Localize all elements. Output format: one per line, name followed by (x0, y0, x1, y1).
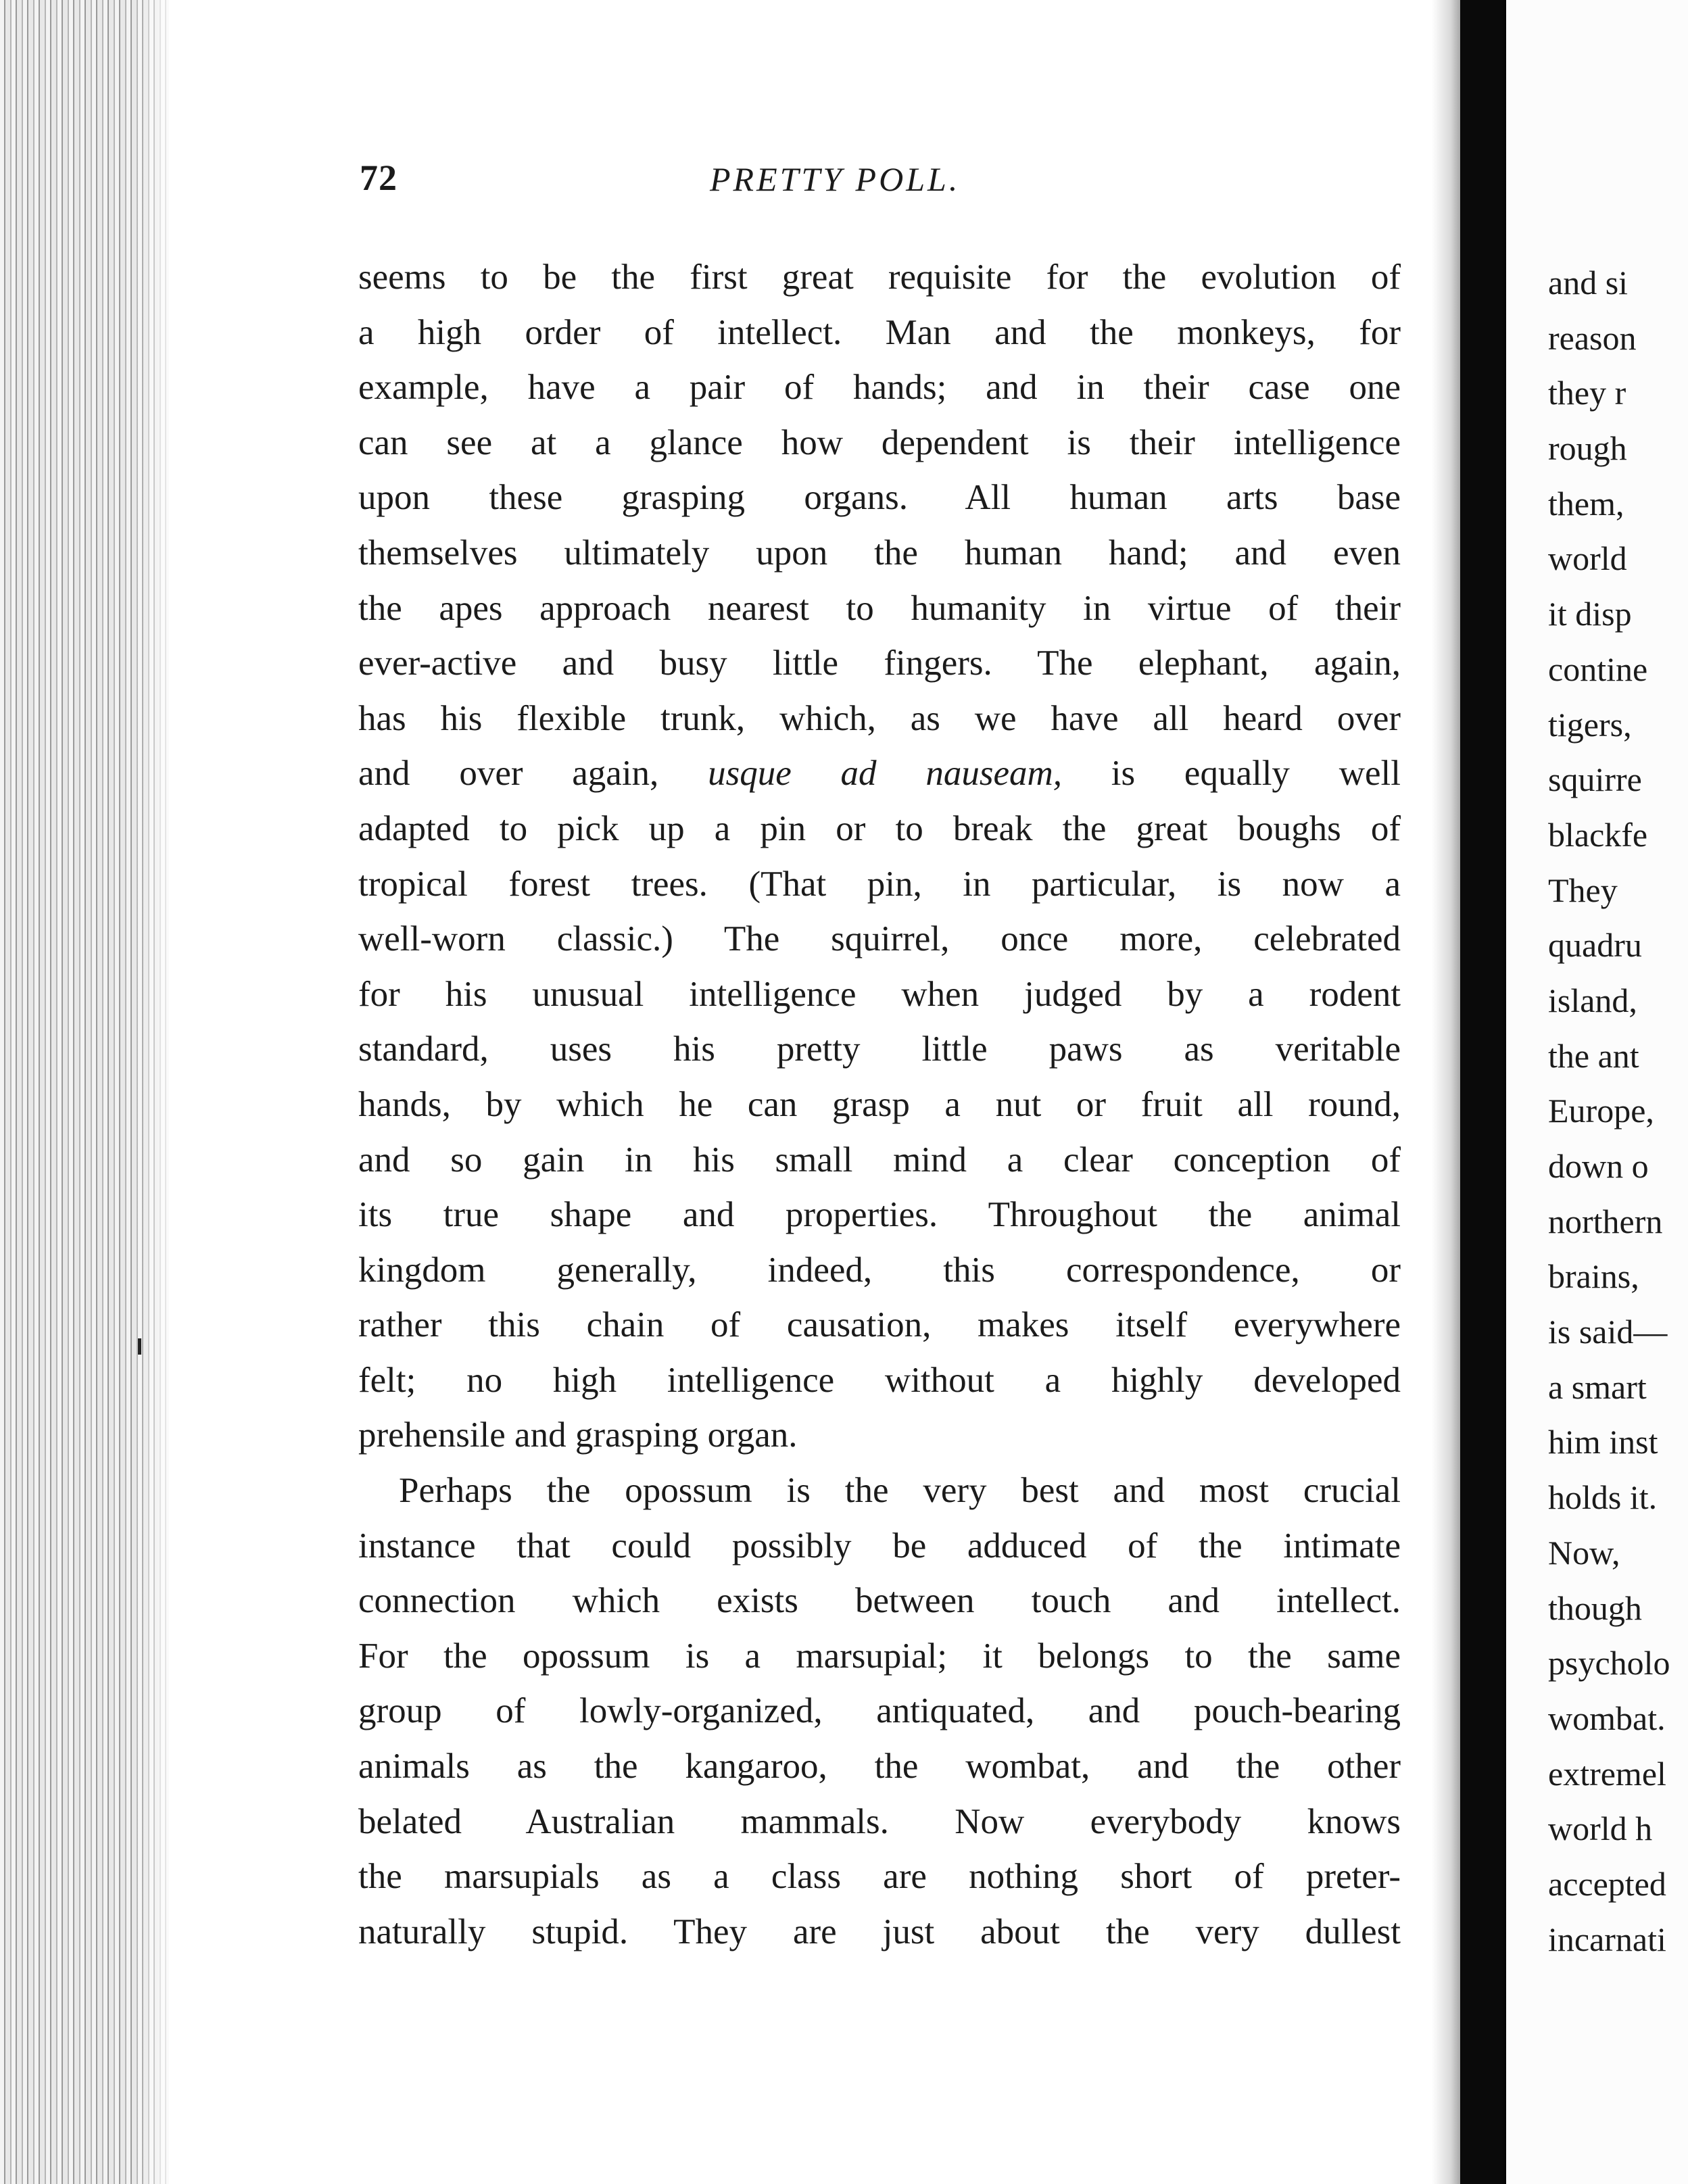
text-line: the marsupials as a class are nothing short of preter- (358, 1857, 1401, 1897)
text-line: can see at a glance how dependent is their intelligence (358, 422, 1401, 462)
page-number: 72 (360, 157, 397, 198)
text-line: and so gain in his small mind a clear conception of (358, 1140, 1401, 1180)
right-text-line: accepted (1548, 1864, 1666, 1903)
text-line: ever-active and busy little fingers. The elephant, again, (358, 644, 1401, 683)
text-line: adapted to pick up a pin or to break the great boughs of (358, 808, 1401, 848)
right-text-line: them, (1548, 484, 1624, 523)
right-text-line: reason (1548, 318, 1637, 357)
right-text-line: tigers, (1548, 705, 1632, 744)
text-line: kingdom generally, indeed, this correspondence, or (358, 1250, 1401, 1290)
right-text-line: a smart (1548, 1367, 1647, 1406)
right-text-line: brains, (1548, 1257, 1639, 1296)
right-text-line: world h (1548, 1810, 1653, 1848)
text-line: its true shape and properties. Throughout the animal (358, 1195, 1401, 1235)
right-text-line: holds it. (1548, 1478, 1658, 1517)
text-line: hands, by which he can grasp a nut or fruit all round, (358, 1084, 1401, 1124)
right-text-line: they r (1548, 374, 1626, 412)
text-line: felt; no high intelligence without a highly developed (358, 1360, 1401, 1400)
text-line: Perhaps the opossum is the very best and most crucial (399, 1471, 1401, 1511)
ink-speck (138, 1338, 141, 1355)
right-text-line: rough (1548, 429, 1627, 468)
right-text-line: though (1548, 1588, 1642, 1627)
text-line: prehensile and grasping organ. (358, 1415, 798, 1455)
right-text-line: world (1548, 539, 1627, 578)
running-head: PRETTY POLL. (710, 160, 961, 198)
right-text-line: him inst (1548, 1423, 1658, 1461)
text-line: For the opossum is a marsupial; it belongs to the same (358, 1636, 1401, 1676)
text-line: upon these grasping organs. All human arts base (358, 478, 1401, 518)
right-text-line: is said— (1548, 1313, 1668, 1351)
text-line: the apes approach nearest to humanity in virtue of their (358, 588, 1401, 628)
text-line: and over again, usque ad nauseam, is equally well (358, 754, 1401, 794)
right-text-line: the ant (1548, 1036, 1639, 1075)
right-text-line: blackfe (1548, 815, 1648, 854)
book-spine-shadow (1460, 0, 1502, 2184)
right-text-line: wombat. (1548, 1699, 1666, 1737)
text-line: has his flexible trunk, which, as we have all heard over (358, 698, 1401, 738)
right-text-line: psycholo (1548, 1644, 1670, 1682)
text-line: rather this chain of causation, makes itself everywhere (358, 1305, 1401, 1345)
text-line: example, have a pair of hands; and in their case one (358, 368, 1401, 408)
right-page-text (1548, 256, 1670, 1967)
right-text-line: northern (1548, 1202, 1663, 1240)
right-text-line: and si (1548, 264, 1629, 301)
text-line: themselves ultimately upon the human hand; and even (358, 533, 1401, 573)
right-text-line: squirre (1548, 760, 1642, 799)
text-line: standard, uses his pretty little paws as veritable (358, 1029, 1401, 1069)
body-text (358, 250, 1401, 1960)
right-text-line: extremel (1548, 1754, 1666, 1793)
right-text-line: it disp (1548, 595, 1632, 633)
right-text-line: Now, (1548, 1533, 1620, 1572)
right-text-line: They (1548, 871, 1618, 909)
text-line: naturally stupid. They are just about the very dullest (358, 1912, 1401, 1951)
right-text-line: contine (1548, 650, 1648, 688)
right-text-line: quadru (1548, 926, 1642, 965)
text-line: belated Australian mammals. Now everybody knows (358, 1801, 1401, 1841)
text-line: tropical forest trees. (That pin, in particular, is now a (358, 864, 1401, 904)
text-line: instance that could possibly be adduced of the intimate (358, 1526, 1401, 1566)
right-text-line: island, (1548, 981, 1637, 1019)
right-text-line: down o (1548, 1147, 1649, 1185)
text-line: for his unusual intelligence when judged by a rodent (358, 974, 1401, 1014)
text-line: animals as the kangaroo, the wombat, and the other (358, 1747, 1401, 1787)
italic-phrase: usque ad nauseam, (708, 754, 1062, 794)
text-line: connection which exists between touch and intellect. (358, 1581, 1401, 1621)
page-edges-fade (135, 0, 176, 2184)
text-line: seems to be the first great requisite for the evolution of (358, 258, 1401, 297)
text-line: well-worn classic.) The squirrel, once more, celebrated (358, 919, 1401, 959)
right-text-line: Europe, (1548, 1092, 1654, 1130)
right-text-line: incarnati (1548, 1920, 1666, 1958)
text-line: group of lowly-organized, antiquated, and pouch-bearing (358, 1691, 1401, 1731)
text-line: a high order of intellect. Man and the monkeys, for (358, 312, 1401, 352)
